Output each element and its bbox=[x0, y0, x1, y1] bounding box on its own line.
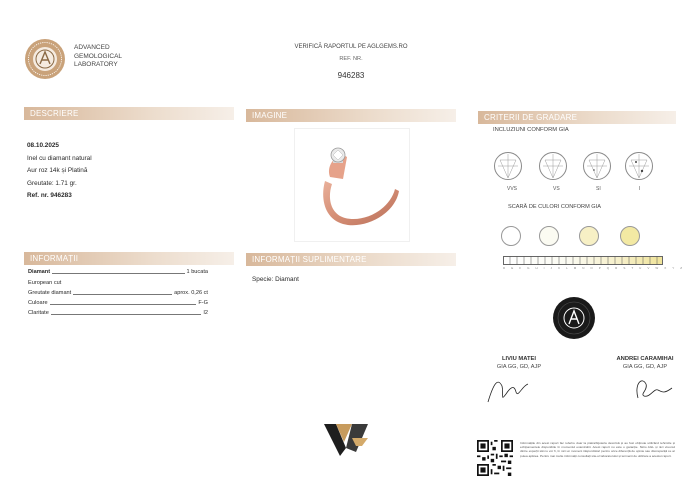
grade-vvs: VVS bbox=[507, 186, 518, 192]
ref-number: 946283 bbox=[337, 71, 365, 80]
verify-text: VERIFICĂ RAPORTUL PE AGLGEMS.RO bbox=[294, 44, 408, 50]
informatii-header: INFORMAȚII bbox=[24, 252, 234, 265]
info-row-color: Culoare F-G bbox=[28, 300, 208, 306]
ring-image bbox=[295, 129, 411, 243]
imagine-header: IMAGINE bbox=[246, 109, 456, 122]
lab-name-line1: ADVANCED bbox=[74, 44, 110, 51]
suplimentare-header: INFORMAȚII SUPLIMENTARE bbox=[246, 253, 456, 266]
grade-vs: VS bbox=[553, 186, 560, 192]
disclaimer-text: Informațiile din acest raport fac referire doar la piatra/bijuteria descrisă și au fost obținute utilizând tehnicile și echipamentele disponibile în momentul examinării. Acest raport nu este o garanție. Nicio AGL și nici vreunul dintre experții săi nu vor fi, în nici un moment răspunzători pentru orice diferență de opinie sau discrepanță ce ar putea apărea. Pentru mai multe informații consultați site-ul laboratorului și termenii de utilizare a acestui raport. bbox=[520, 441, 675, 458]
criterii-header: CRITERII DE GRADARE bbox=[478, 111, 676, 124]
qr-code-icon[interactable] bbox=[477, 440, 513, 476]
color-scale-title: SCARĂ DE CULORI CONFORM GIA bbox=[508, 204, 601, 210]
lab-seal bbox=[552, 296, 596, 340]
info-row-clarity: Claritate I2 bbox=[28, 310, 208, 316]
grade-si: SI bbox=[596, 186, 601, 192]
ring-photo bbox=[294, 128, 410, 242]
signer2-title: GIA GG, GD, AJP bbox=[622, 364, 668, 370]
brand-logo bbox=[322, 422, 372, 458]
lab-name-line2: GEMOLOGICAL bbox=[74, 52, 123, 60]
signer1-name: LIVIU MATEI bbox=[501, 356, 537, 362]
info-row-weight: Greutate diamant aprox. 0,26 ct bbox=[28, 290, 208, 296]
inclusion-facets bbox=[494, 152, 674, 186]
lab-logo bbox=[24, 38, 66, 80]
description-line2: Aur roz 14k și Platină bbox=[27, 167, 88, 174]
lab-seal-icon bbox=[24, 38, 66, 80]
color-h-icon bbox=[539, 226, 559, 246]
color-m-icon bbox=[579, 226, 599, 246]
signature1-icon bbox=[484, 372, 534, 408]
lab-name-line3: LABORATORY bbox=[74, 61, 118, 68]
description-line1: Inel cu diamant natural bbox=[27, 154, 92, 162]
info-row-cut: European cut bbox=[28, 280, 62, 286]
description-line3: Greutate: 1.71 gr. bbox=[27, 179, 77, 187]
inclusions-title: INCLUZIUNI CONFORM GIA bbox=[493, 127, 569, 133]
color-d-icon bbox=[501, 226, 521, 246]
info-row-diamant: Diamant 1 bucata bbox=[28, 269, 208, 275]
brand-logo-icon bbox=[322, 422, 372, 458]
color-z-icon bbox=[620, 226, 640, 246]
grade-i: I bbox=[639, 186, 641, 192]
color-scale-ticks bbox=[503, 256, 663, 265]
description-ref: Ref. nr. 946283 bbox=[27, 192, 72, 199]
signature2-icon bbox=[628, 370, 678, 404]
report-date: 08.10.2025 bbox=[27, 142, 59, 149]
ref-label: REF. NR. bbox=[339, 56, 363, 62]
color-scale-letters: D E F G H I J K L M N O P Q R S T U V W X Y Z bbox=[503, 266, 685, 270]
descriere-header: DESCRIERE bbox=[24, 107, 234, 120]
signer1-title: GIA GG, GD, AJP bbox=[496, 364, 542, 370]
specie-text: Specie: Diamant bbox=[252, 276, 299, 283]
black-seal-icon bbox=[552, 296, 596, 340]
signer2-name: ANDREI CARAMIHAI bbox=[616, 356, 674, 362]
